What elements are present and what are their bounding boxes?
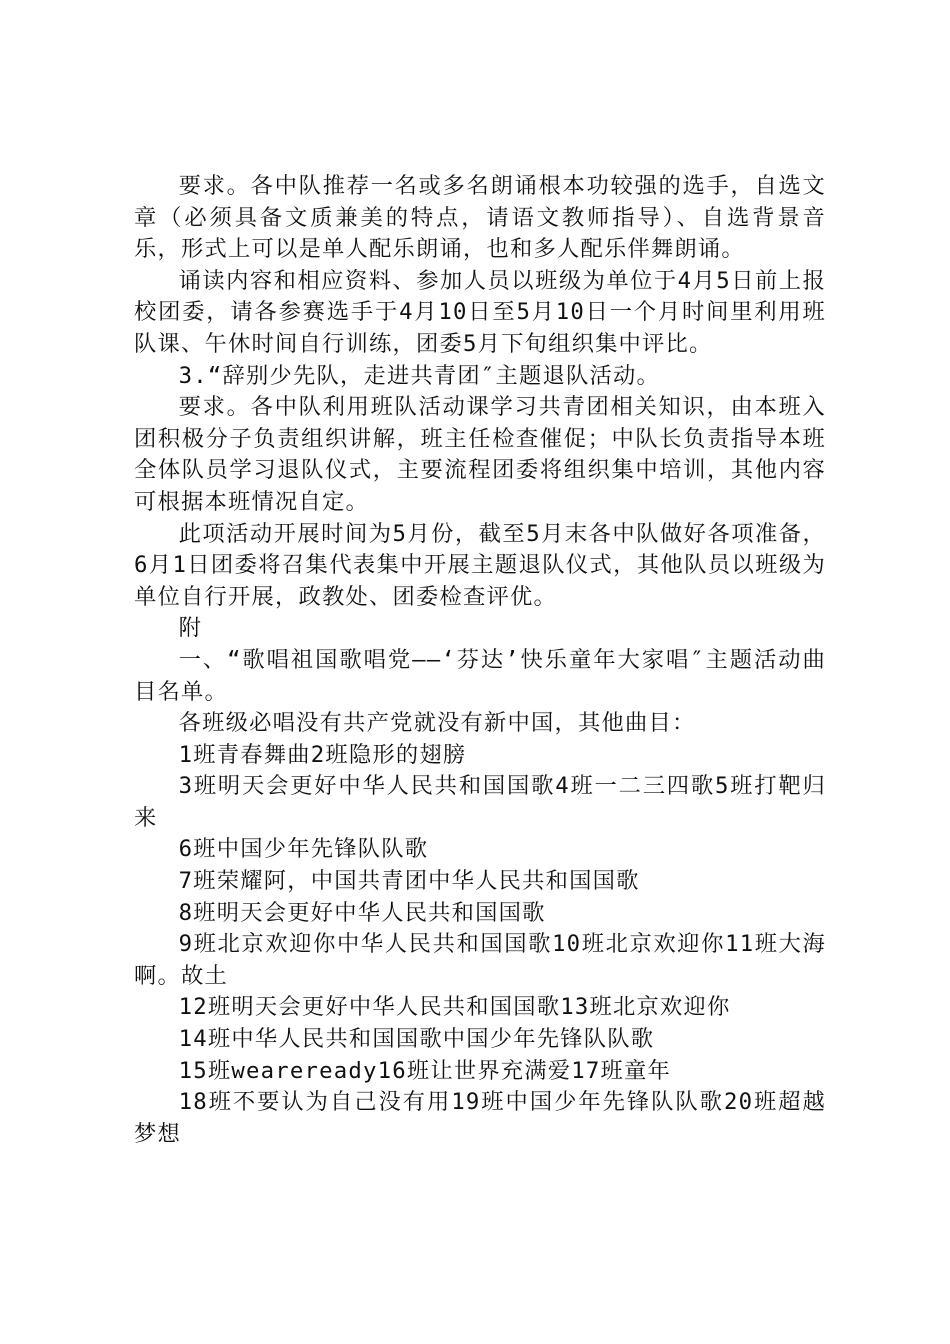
paragraph-item-3-heading: 3.“辞别少先队，走进共青团″主题退队活动。 xyxy=(178,362,661,389)
song-list-item: 8班明天会更好中华人民共和国国歌 xyxy=(178,899,546,926)
song-list-item: 1班青春舞曲2班隐形的翅膀 xyxy=(178,741,467,768)
song-list-item: 15班weareready16班让世界充满爱17班童年 xyxy=(178,1057,672,1084)
paragraph-appendix-label: 附 xyxy=(178,615,203,642)
paragraph-retirement-requirements: 要求。各中队利用班队活动课学习共青团相关知识，由本班入团积极分子负责组织讲解，班主任检查催促；中队长负责指导本班全体队员学习退队仪式，主要流程团委将组织集中培训，其他内容可根据本班情况自定。 xyxy=(134,394,826,515)
song-list-item: 7班荣耀阿，中国共青团中华人民共和国国歌 xyxy=(178,868,640,895)
paragraph-required-song: 各班级必唱没有共产党就没有新中国，其他曲目： xyxy=(178,710,696,737)
song-list-item: 12班明天会更好中华人民共和国国歌13班北京欢迎你 xyxy=(178,994,731,1021)
document-body xyxy=(134,171,826,1150)
song-list-item: 9班北京欢迎你中华人民共和国国歌10班北京欢迎你11班大海啊。故土 xyxy=(134,931,826,989)
song-list-item: 18班不要认为自己没有用19班中国少年先锋队队歌20班超越梦想 xyxy=(134,1089,826,1147)
paragraph-activity-timing: 此项活动开展时间为5月份，截至5月末各中队做好各项准备，6月1日团委将召集代表集中开展主题退队仪式，其他队员以班级为单位自行开展，政教处、团委检查评优。 xyxy=(134,520,826,610)
song-list-item: 3班明天会更好中华人民共和国国歌4班一二三四歌5班打靶归来 xyxy=(134,773,826,831)
song-list-item: 14班中华人民共和国国歌中国少年先锋队队歌 xyxy=(178,1026,655,1053)
paragraph-recitation-requirements: 要求。各中队推荐一名或多名朗诵根本功较强的选手，自选文章（必须具备文质兼美的特点，请语文教师指导）、自选背景音乐，形式上可以是单人配乐朗诵，也和多人配乐伴舞朗诵。 xyxy=(134,173,826,263)
paragraph-song-list-heading: 一、“歌唱祖国歌唱党——‘芬达’快乐童年大家唱″主题活动曲目名单。 xyxy=(134,646,826,705)
paragraph-submission-schedule: 诵读内容和相应资料、参加人员以班级为单位于4月5日前上报校团委，请各参赛选手于4月10日至5月10日一个月时间里利用班队课、午休时间自行训练，团委5月下旬组织集中评比。 xyxy=(134,267,826,357)
song-list-item: 6班中国少年先锋队队歌 xyxy=(178,836,429,863)
